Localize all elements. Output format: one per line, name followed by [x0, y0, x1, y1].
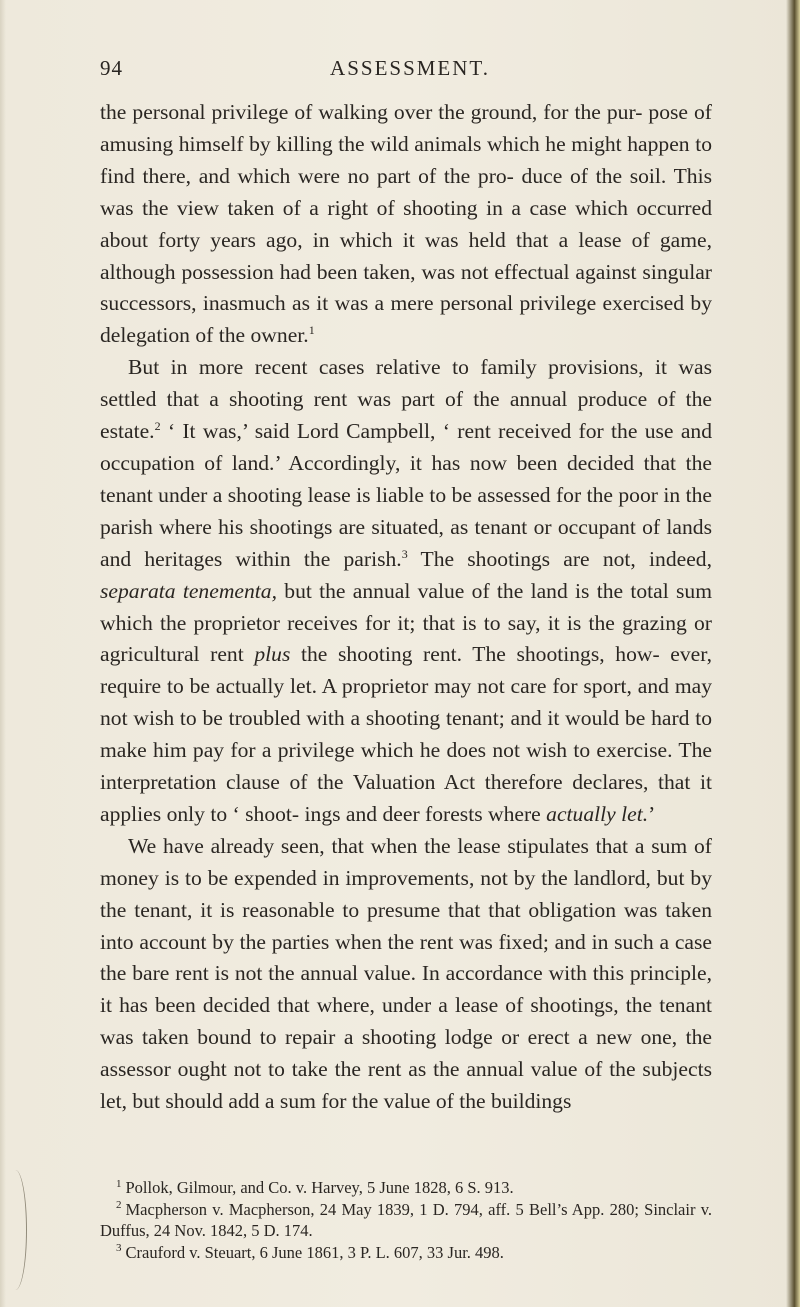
text-run: But in more recent cases relative to family provisions, it was settled that a shooting rent was part of the annual produce of the estate. — [100, 355, 712, 444]
paragraph — [100, 831, 712, 1118]
footnote-text: Crauford v. Steuart, 6 June 1861, 3 P. L. 607, 33 Jur. 498. — [125, 1242, 504, 1262]
text-run: ‘ It was,’ said Lord Campbell, ‘ rent received for the use and occupation of land.’ Accordingly, it has now been decided that the tenant under a shooting lease is liable to be assessed for the poor in the parish where his shootings are situated, as tenant or occupant of lands and heritages within the parish. — [100, 419, 712, 571]
margin-bracket-mark — [4, 1170, 27, 1290]
paragraph — [100, 97, 712, 352]
footnotes — [100, 1177, 712, 1263]
running-title: ASSESSMENT. — [330, 56, 490, 80]
text-run: the personal privilege of walking over the ground, for the pur- pose of amusing himself by killing the wild animals which he might happen to find there, and which were no part of the pro- duce of the soil. This was the view taken of a right of shooting in a case which occurred about forty years ago, in which it was held that a lease of game, although possession had been taken, was not effectual against singular successors, inasmuch as it was a mere personal privilege exercised by delegation of the owner. — [100, 100, 712, 348]
footnote-text: Pollok, Gilmour, and Co. v. Harvey, 5 June 1828, 6 S. 913. — [125, 1178, 514, 1197]
body-text — [100, 97, 712, 1118]
footnote-ref: 2 — [154, 418, 161, 433]
footnote-number: 3 — [116, 1242, 122, 1254]
text-run: ’ — [648, 801, 656, 826]
text-run: the shooting rent. The shootings, how- ever, require to be actually let. A proprietor may not care for sport, and may not wish to be troubled with a shooting tenant; and it would be hard to make him pay for a privilege which he does not wish to exercise. The interpretation clause of the Valuation Act therefore declares, that it applies only to ‘ shoot- ings and deer forests where — [100, 642, 712, 826]
footnote — [100, 1177, 712, 1199]
footnote — [100, 1199, 712, 1242]
footnote-number: 2 — [116, 1199, 122, 1211]
footnote-ref: 3 — [401, 546, 408, 561]
page-edge-shadow — [786, 0, 800, 1307]
footnote-number: 1 — [116, 1177, 122, 1190]
italic-text: separata tenementa, — [100, 578, 277, 603]
footnote — [100, 1242, 712, 1264]
paragraph — [100, 352, 712, 831]
page-header — [100, 56, 720, 82]
text-run: The shootings are not, indeed, — [407, 546, 712, 571]
footnote-ref: 1 — [308, 323, 315, 338]
page-gutter-shadow — [0, 0, 6, 1307]
text-run: but the annual value of the land is the total sum which the proprietor receives for it; that is to say, it is the grazing or agricultural rent — [100, 578, 712, 667]
page-number: 94 — [100, 56, 123, 80]
text-run: We have already seen, that when the lease stipulates that a sum of money is to be expended in improvements, not by the landlord, but by the tenant, it is reasonable to presume that that obligation was taken into account by the parties when the rent was fixed; and in such a case the bare rent is not the annual value. In accordance with this principle, it has been decided that where, under a lease of shootings, the tenant was taken bound to repair a shooting lodge or erect a new one, the assessor ought not to take the rent as the annual value of the subjects let, but should add a sum for the value of the buildings — [100, 833, 712, 1114]
italic-text: actually let. — [546, 801, 649, 826]
footnote-text: Macpherson v. Macpherson, 24 May 1839, 1 D. 794, aff. 5 Bell’s App. 280; Sinclair v. Duffus, 24 Nov. 1842, 5 D. 174. — [100, 1199, 712, 1240]
italic-text: plus — [254, 642, 291, 667]
